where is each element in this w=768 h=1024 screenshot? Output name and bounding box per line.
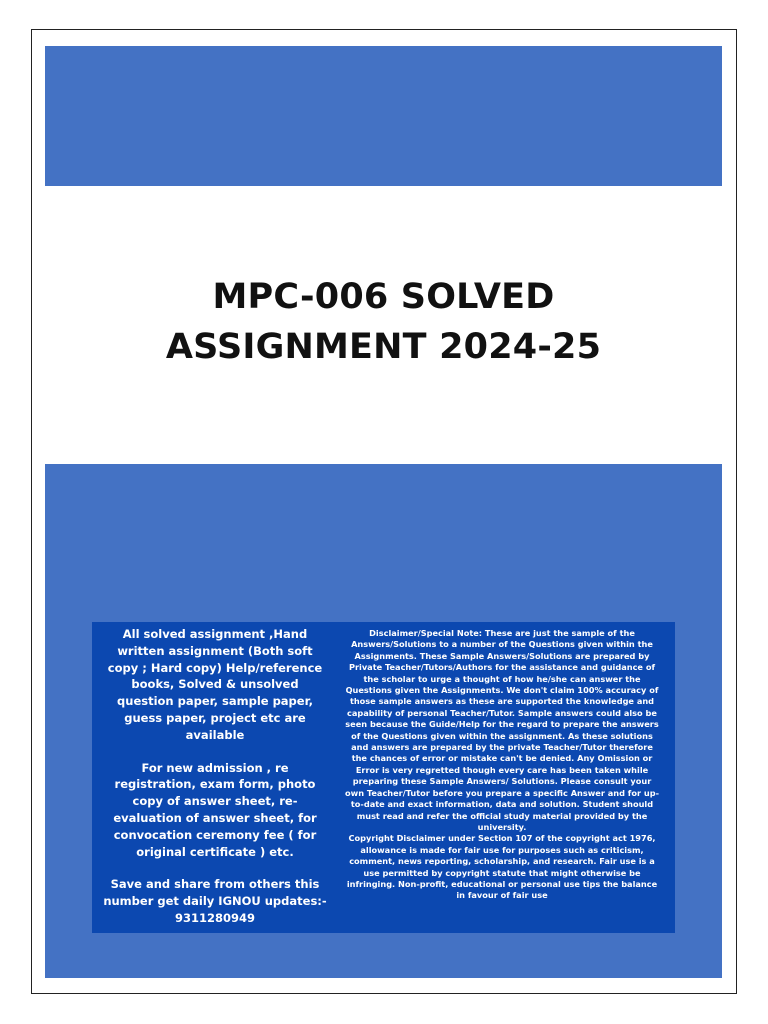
disclaimer-column	[331, 628, 673, 902]
copyright-text: Copyright Disclaimer under Section 107 of the copyright act 1976, allowance is made for fair use for purposes such as criticism, comment, news reporting, scholarship, and research. Fair use is a use permitted by copyright statute that might otherwise be infringing. Non-profit, educational or personal use tips the balance in favour of fair use	[346, 833, 658, 901]
top-color-band	[45, 46, 722, 186]
services-text: All solved assignment ,Hand written assignment (Both soft copy ; Hard copy) Help/reference books, Solved & unsolved question paper, sample paper, guess paper, project etc are available	[107, 627, 323, 742]
services-column	[95, 626, 335, 927]
title-line-1: MPC-006 SOLVED	[212, 277, 555, 317]
admission-text: For new admission , re registration, exam form, photo copy of answer sheet, re- evaluation of answer sheet, for convocation ceremony fee ( for original certificate ) etc.	[113, 760, 317, 859]
page-title	[45, 272, 722, 372]
share-contact-text: Save and share from others this number get daily IGNOU updates:- 9311280949	[103, 877, 327, 925]
disclaimer-text: Disclaimer/Special Note: These are just the sample of the Answers/Solutions to a number of the Questions given within the Assignments. These Sample Answers/Solutions are prepared by Private Teacher/Tutors/Authors for the assistance and guidance of the scholar to urge a thought of how he/she can answer the Questions given the Assignments. We don't claim 100% accuracy of those sample answers as these are supported the knowledge and capability of personal Teacher/Tutor. Sample answers could also be seen because the Guide/Help for the regard to prepare the answers of the Questions given within the assignment. As these solutions and answers are prepared by the private Teacher/Tutor therefore the chances of error or mistake can't be denied. Any Omission or Error is very regretted though every care has been taken while preparing these Sample Answers/ Solutions. Please consult your own Teacher/Tutor before you prepare a specific Answer and for up- to-date and exact information, data and solution. Student should must read and refer the official study material provided by the university.	[345, 628, 659, 832]
title-line-2: ASSIGNMENT 2024-25	[165, 327, 602, 367]
